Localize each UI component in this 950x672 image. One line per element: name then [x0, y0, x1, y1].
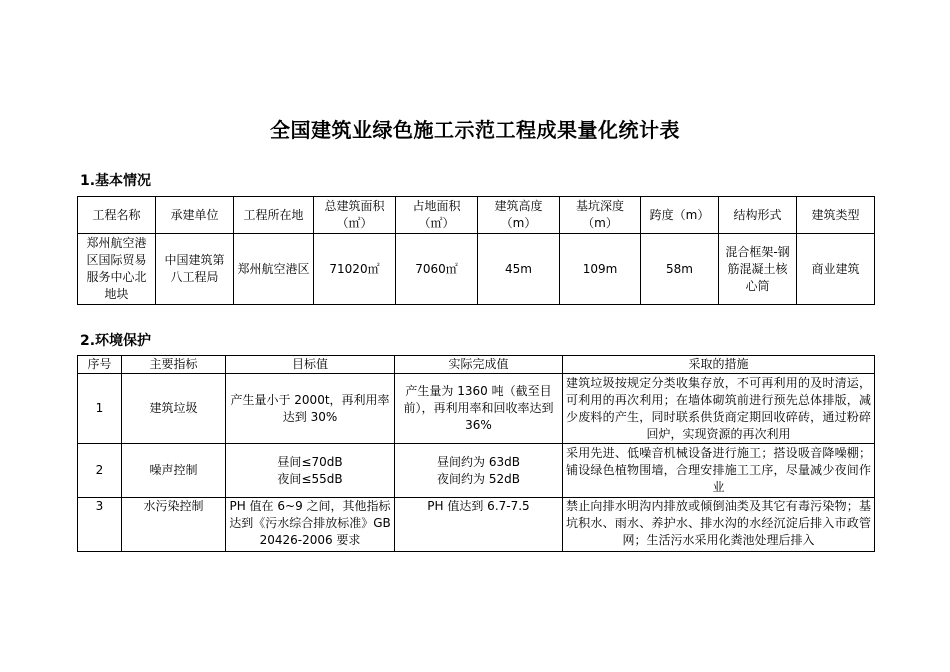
table-row [78, 498, 875, 552]
indicator-cell: 噪声控制 [122, 444, 226, 498]
header-cell: 工程所在地 [234, 197, 314, 234]
header-cell: 建筑高度（m） [478, 197, 560, 234]
header-cell: 采取的措施 [563, 356, 875, 374]
header-cell: 主要指标 [122, 356, 226, 374]
contractor-cell: 中国建筑第八工程局 [156, 234, 234, 305]
project-name-cell: 郑州航空港区国际贸易服务中心北地块 [78, 234, 156, 305]
target-day-line: 昼间≤70dB [277, 454, 343, 469]
location-cell: 郑州航空港区 [234, 234, 314, 305]
page-title: 全国建筑业绿色施工示范工程成果量化统计表 [270, 118, 680, 142]
measures-cell: 建筑垃圾按规定分类收集存放，不可再利用的及时清运，可利用的再次利用；在墙体砌筑前进行预先总体排版，减少废料的产生，同时联系供货商定期回收碎砖，通过粉碎回炉，实现资源的再次利用 [563, 374, 875, 444]
actual-night-line: 夜间约为 52dB [437, 471, 520, 486]
header-cell: 实际完成值 [395, 356, 563, 374]
table-row [78, 234, 875, 305]
row-number: 2 [78, 444, 122, 498]
indicator-cell: 水污染控制 [122, 498, 226, 552]
table-header-row [78, 197, 875, 234]
header-cell: 工程名称 [78, 197, 156, 234]
measures-cell: 采用先进、低噪音机械设备进行施工；搭设吸音降噪棚；铺设绿色植物围墙，合理安排施工工序，尽量减少夜间作业 [563, 444, 875, 498]
pit-depth-cell: 109m [560, 234, 641, 305]
header-cell: 跨度（m） [641, 197, 719, 234]
header-cell: 目标值 [226, 356, 395, 374]
header-cell: 建筑类型 [797, 197, 875, 234]
row-number: 3 [78, 498, 122, 552]
target-cell: 产生量小于 2000t，再利用率达到 30% [226, 374, 395, 444]
actual-cell: 产生量为 1360 吨（截至目前），再利用率和回收率达到 36% [395, 374, 563, 444]
actual-cell [395, 444, 563, 498]
height-cell: 45m [478, 234, 560, 305]
section-heading-basic-info: 1.基本情况 [80, 173, 152, 189]
target-night-line: 夜间≤55dB [277, 471, 343, 486]
basic-info-table [77, 196, 875, 305]
header-cell: 总建筑面积（㎡） [314, 197, 396, 234]
header-cell: 结构形式 [719, 197, 797, 234]
total-area-cell: 71020㎡ [314, 234, 396, 305]
environment-table [77, 355, 875, 552]
table-row [78, 444, 875, 498]
target-cell [226, 444, 395, 498]
header-cell: 占地面积（㎡） [396, 197, 478, 234]
header-cell: 承建单位 [156, 197, 234, 234]
measures-cell: 禁止向排水明沟内排放或倾倒油类及其它有毒污染物；基坑积水、雨水、养护水、排水沟的水经沉淀后排入市政管网；生活污水采用化粪池处理后排入 [563, 498, 875, 552]
table-header-row [78, 356, 875, 374]
structure-cell: 混合框架-钢筋混凝土核心筒 [719, 234, 797, 305]
row-number: 1 [78, 374, 122, 444]
target-cell: PH 值在 6~9 之间，其他指标达到《污水综合排放标准》GB20426-2006 要求 [226, 498, 395, 552]
actual-cell: PH 值达到 6.7-7.5 [395, 498, 563, 552]
section-heading-environment: 2.环境保护 [80, 333, 152, 349]
actual-day-line: 昼间约为 63dB [437, 454, 520, 469]
header-cell: 基坑深度（m） [560, 197, 641, 234]
table-row [78, 374, 875, 444]
land-area-cell: 7060㎡ [396, 234, 478, 305]
header-cell: 序号 [78, 356, 122, 374]
span-cell: 58m [641, 234, 719, 305]
indicator-cell: 建筑垃圾 [122, 374, 226, 444]
building-type-cell: 商业建筑 [797, 234, 875, 305]
